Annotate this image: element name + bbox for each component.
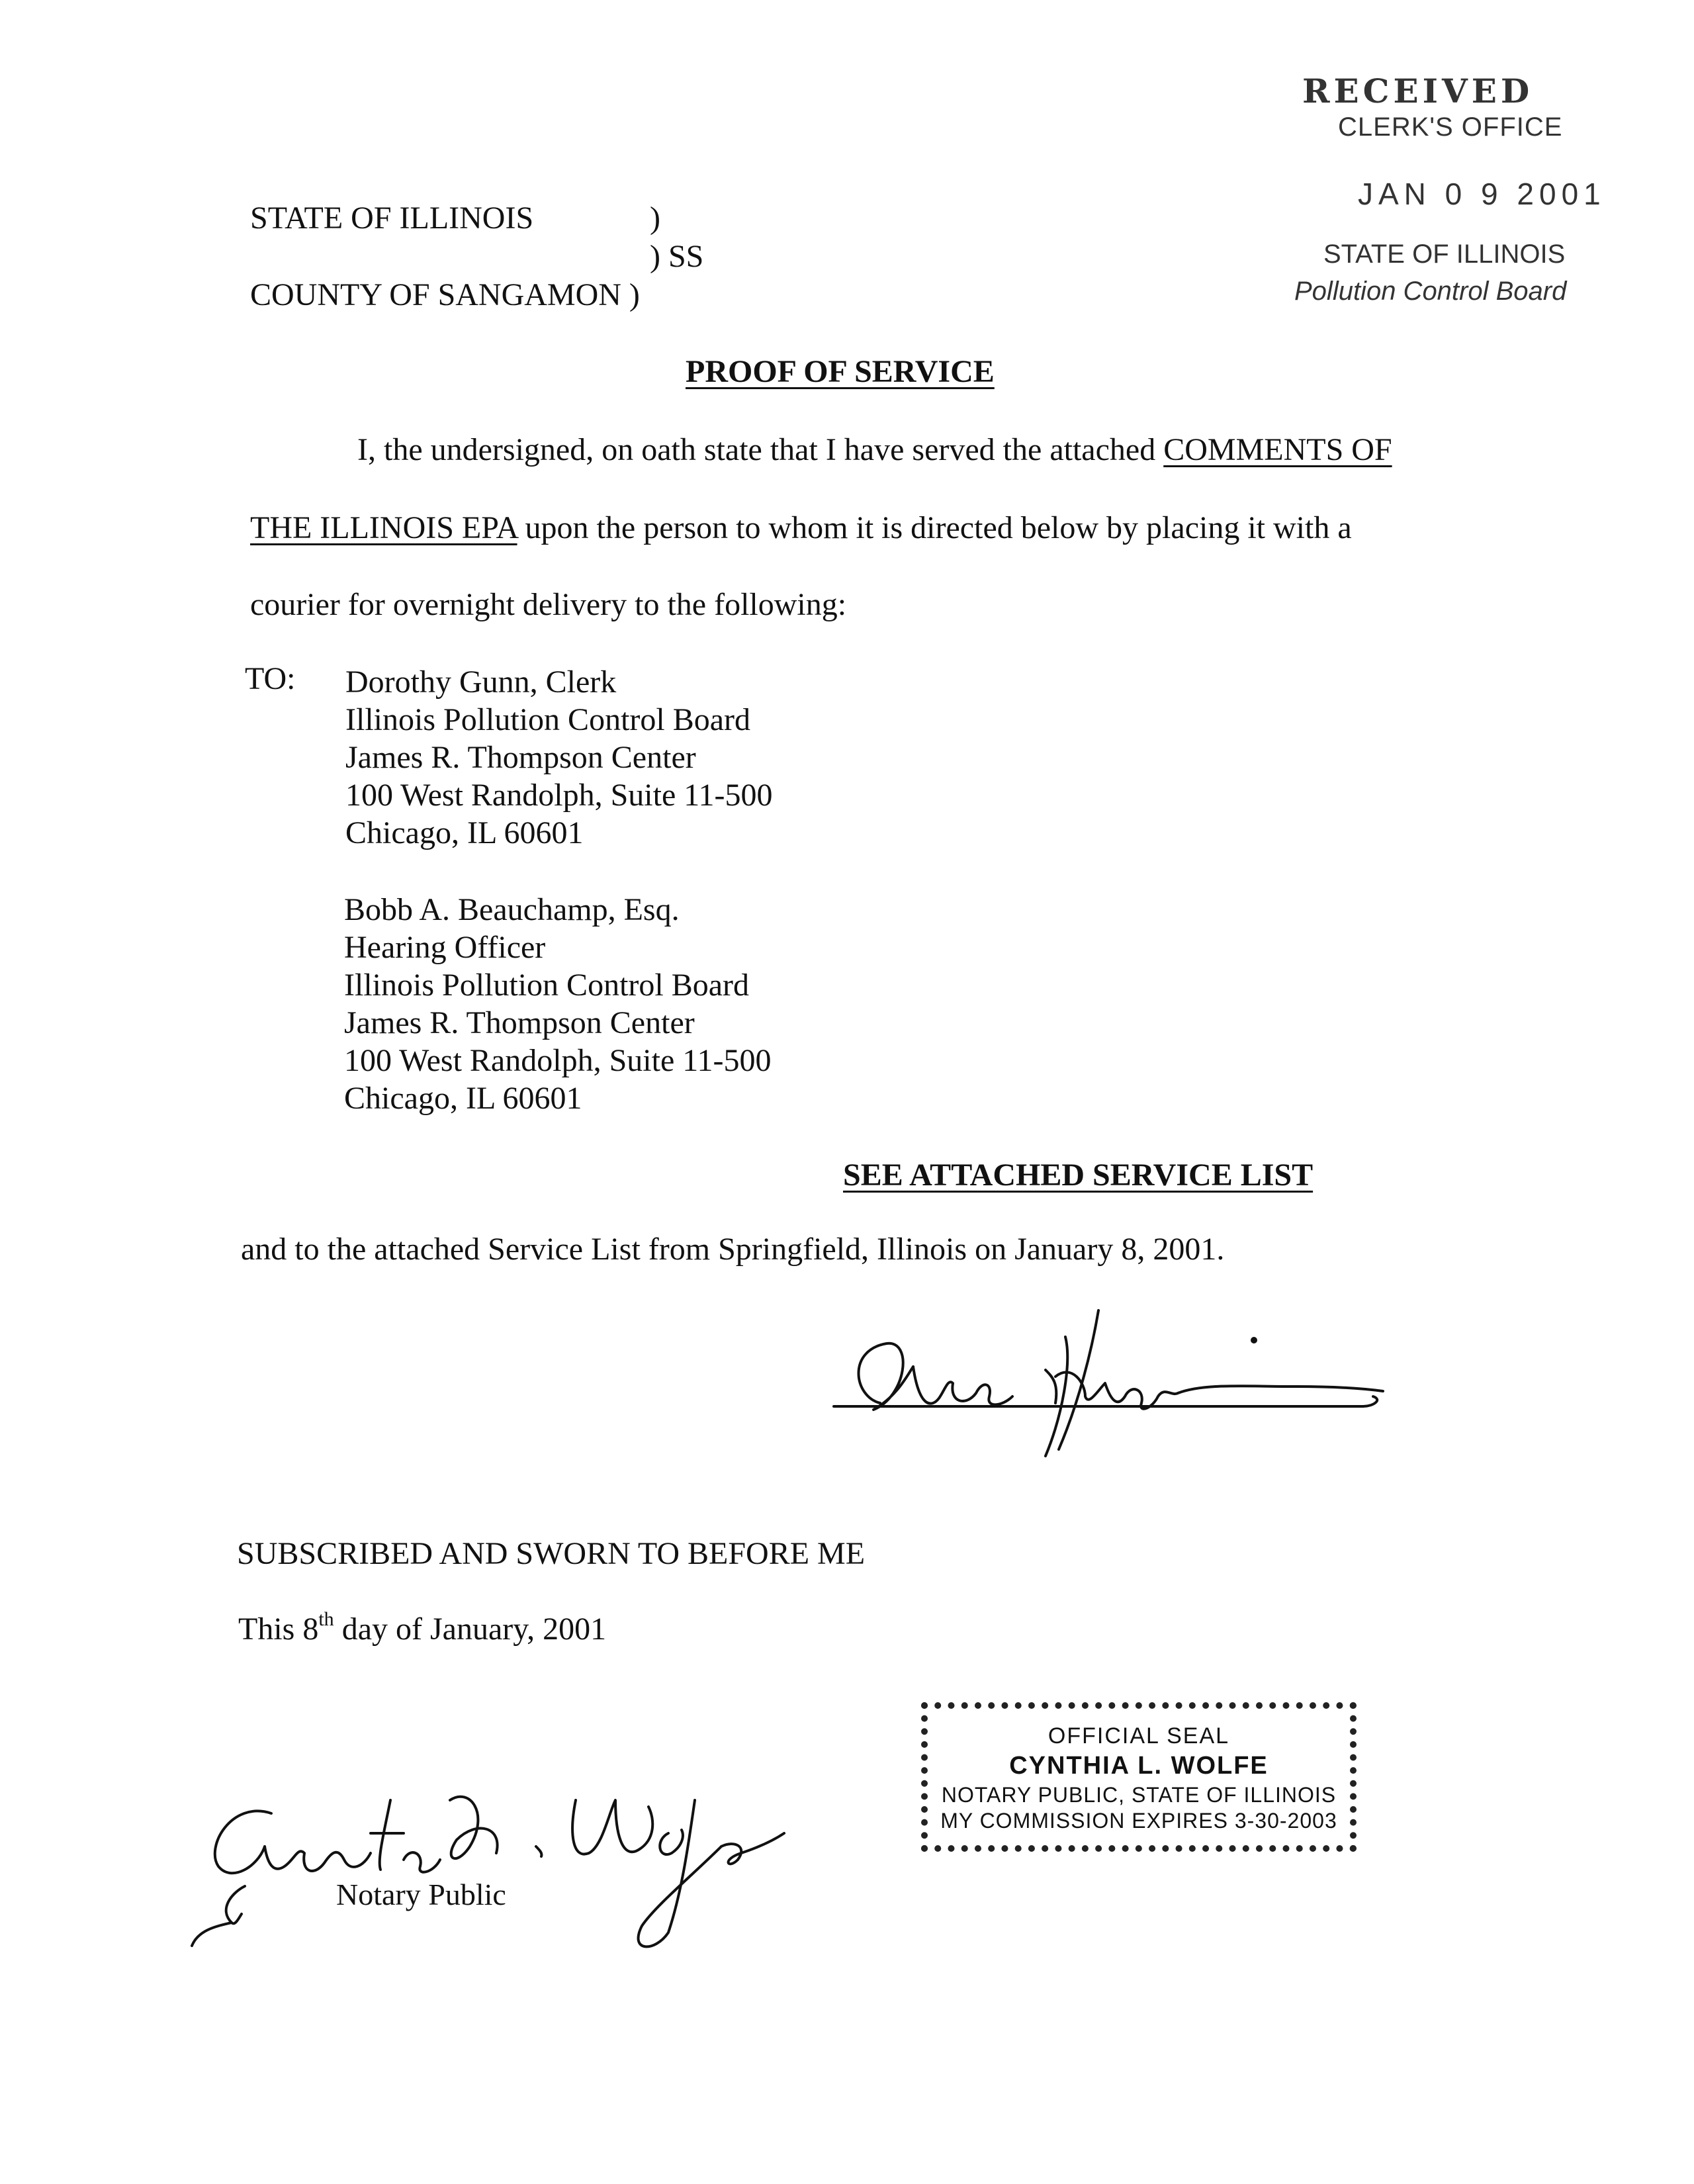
recipient-2-line: 100 West Randolph, Suite 11-500 bbox=[344, 1043, 772, 1078]
recipient-1-line: Dorothy Gunn, Clerk bbox=[345, 664, 617, 700]
intro-line-2 bbox=[250, 512, 1352, 544]
notary-seal-line-1: OFFICIAL SEAL bbox=[1048, 1723, 1230, 1749]
recipient-2-line: Bobb A. Beauchamp, Esq. bbox=[344, 892, 680, 927]
server-signature bbox=[834, 1297, 1390, 1469]
notary-seal-line-2: CYNTHIA L. WOLFE bbox=[1009, 1752, 1269, 1780]
jurat-date-prefix: This 8 bbox=[238, 1612, 319, 1647]
recipient-2-line: Chicago, IL 60601 bbox=[344, 1081, 582, 1116]
venue-county: COUNTY OF SANGAMON ) bbox=[250, 277, 640, 312]
intro-text-1: I, the undersigned, on oath state that I have served the attached bbox=[357, 432, 1164, 467]
recipient-2-line: Illinois Pollution Control Board bbox=[344, 968, 750, 1003]
venue-state: STATE OF ILLINOIS bbox=[250, 201, 534, 236]
received-stamp-board: Pollution Control Board bbox=[1294, 277, 1567, 306]
subscribed-line: SUBSCRIBED AND SWORN TO BEFORE ME bbox=[237, 1536, 866, 1571]
recipient-1-line: James R. Thompson Center bbox=[345, 740, 696, 775]
notary-seal-line-4: MY COMMISSION EXPIRES 3-30-2003 bbox=[940, 1809, 1337, 1833]
received-stamp-office: CLERK'S OFFICE bbox=[1338, 113, 1563, 142]
recipient-1-line: Chicago, IL 60601 bbox=[345, 815, 584, 850]
recipient-2-line: Hearing Officer bbox=[344, 930, 546, 965]
doc-title-part-2: THE ILLINOIS EPA bbox=[250, 510, 517, 545]
recipient-1-line: Illinois Pollution Control Board bbox=[345, 702, 751, 737]
page-title: PROOF OF SERVICE bbox=[686, 354, 995, 389]
recipient-block-1 bbox=[345, 663, 772, 852]
intro-line-1 bbox=[357, 434, 1392, 466]
doc-title-part-1: COMMENTS OF bbox=[1163, 432, 1392, 467]
intro-text-2: upon the person to whom it is directed below by placing it with a bbox=[517, 510, 1352, 545]
received-stamp-date: JAN 0 9 2001 bbox=[1358, 177, 1606, 211]
service-statement: and to the attached Service List from Springfield, Illinois on January 8, 2001. bbox=[241, 1232, 1225, 1267]
recipient-1-line: 100 West Randolph, Suite 11-500 bbox=[345, 778, 773, 813]
to-label: TO: bbox=[245, 661, 296, 696]
notary-signature bbox=[192, 1760, 787, 1959]
jurat-date-line bbox=[238, 1608, 607, 1647]
venue-ss: ) SS bbox=[650, 239, 704, 274]
received-stamp-title: RECEIVED bbox=[1302, 71, 1534, 111]
service-list-heading: SEE ATTACHED SERVICE LIST bbox=[843, 1158, 1314, 1193]
notary-seal bbox=[921, 1702, 1357, 1852]
intro-line-3: courier for overnight delivery to the following: bbox=[250, 587, 847, 622]
jurat-date-suffix: day of January, 2001 bbox=[334, 1612, 607, 1647]
notary-public-label: Notary Public bbox=[336, 1878, 506, 1911]
venue-paren: ) bbox=[650, 201, 660, 236]
jurat-date-sup: th bbox=[318, 1608, 334, 1630]
received-stamp-state: STATE OF ILLINOIS bbox=[1323, 240, 1566, 269]
recipient-2-line: James R. Thompson Center bbox=[344, 1005, 695, 1040]
notary-seal-line-3: NOTARY PUBLIC, STATE OF ILLINOIS bbox=[941, 1783, 1337, 1807]
recipient-block-2 bbox=[344, 891, 771, 1117]
